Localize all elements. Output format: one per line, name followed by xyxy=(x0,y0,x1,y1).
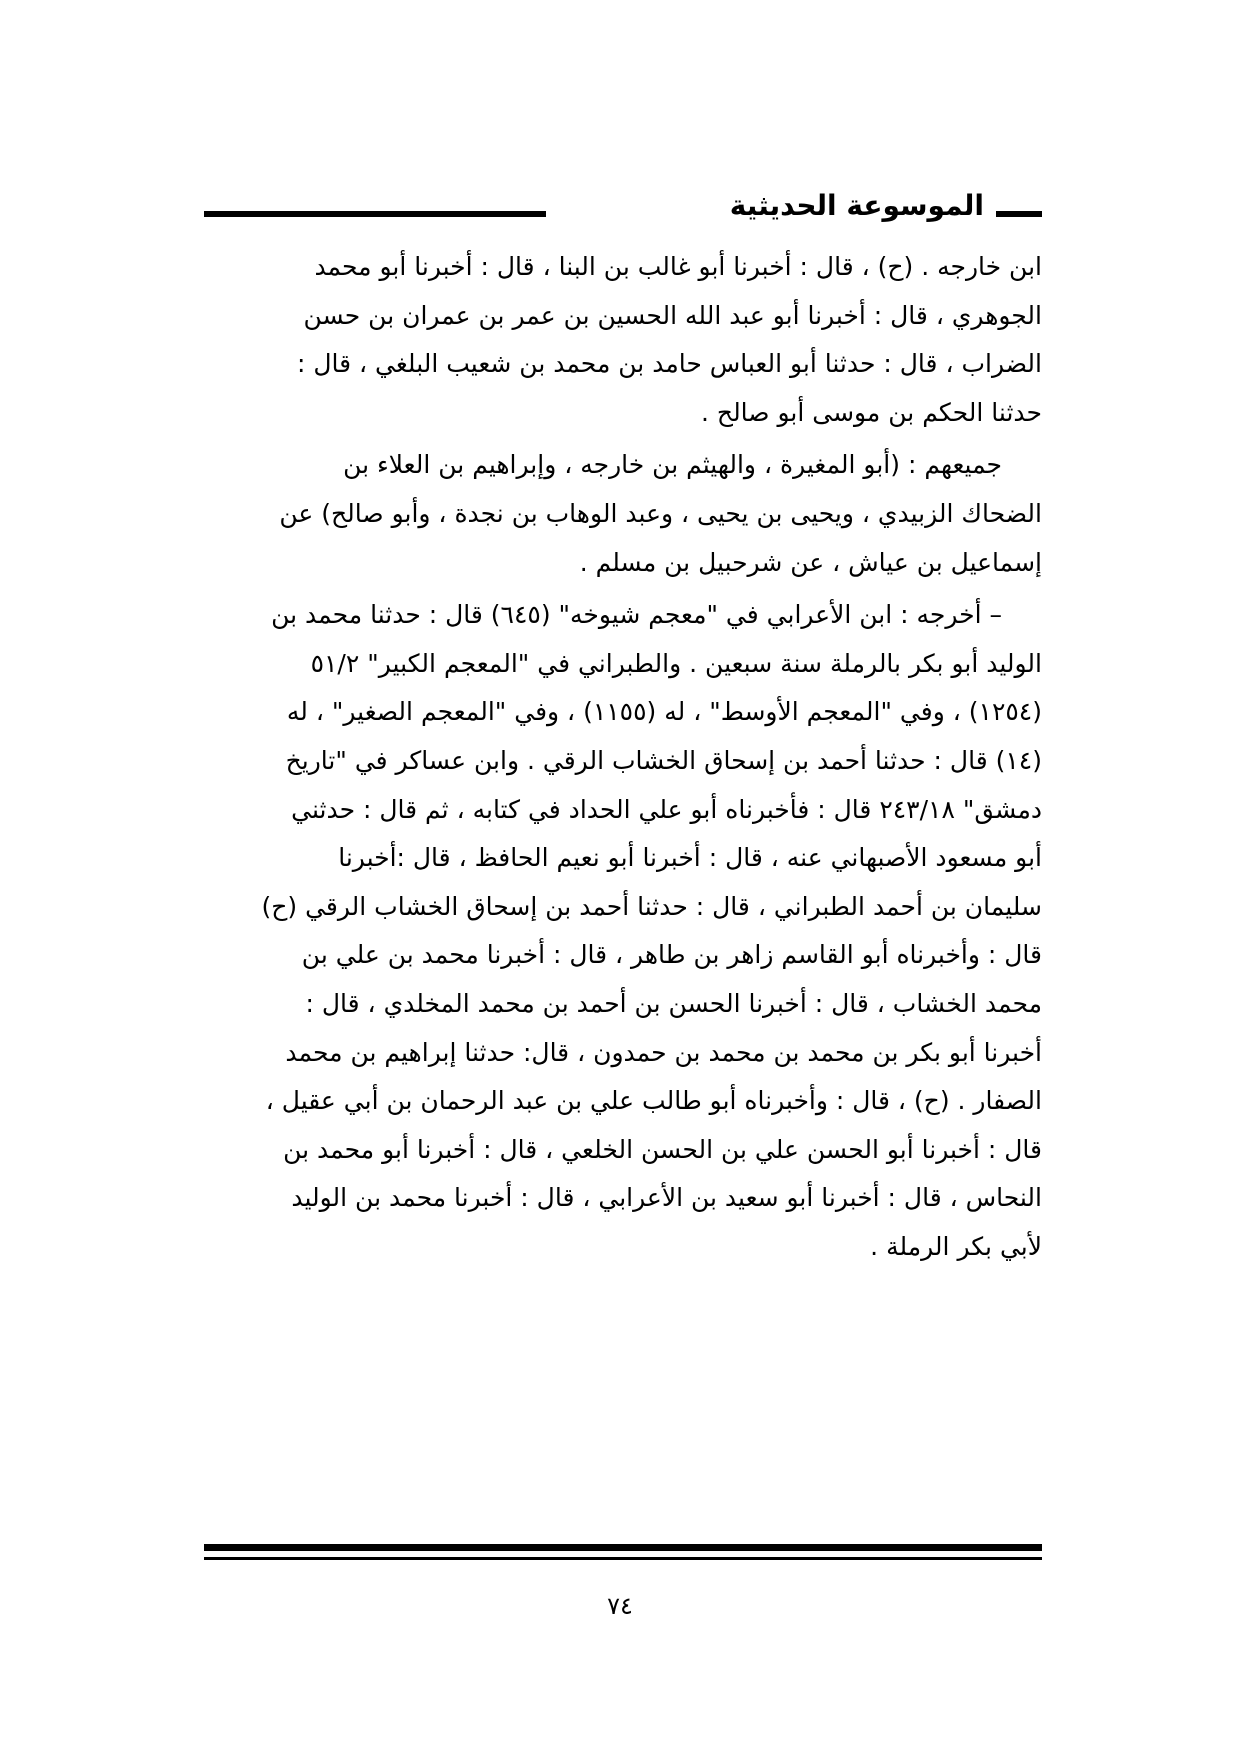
text-line: الضحاك الزبيدي ، ويحيى بن يحيى ، وعبد الوهاب بن نجدة ، وأبو صالح) عن xyxy=(279,498,1042,528)
paragraph-3 xyxy=(204,591,1042,1271)
page-header xyxy=(204,189,1042,229)
text-line: جميعهم : (أبو المغيرة ، والهيثم بن خارجه ، وإبراهيم بن العلاء بن xyxy=(343,450,1002,480)
paragraph-2 xyxy=(204,441,1042,587)
text-line: الوليد أبو بكر بالرملة سنة سبعين . والطبراني في "المعجم الكبير" ٥١/٢ xyxy=(310,648,1042,678)
running-title: الموسوعة الحديثية xyxy=(729,189,984,222)
text-line: لأبي بكر الرملة . xyxy=(870,1231,1042,1261)
header-rule-short xyxy=(996,211,1042,217)
footer-rule-thick xyxy=(204,1544,1042,1551)
header-rule-long xyxy=(204,211,546,217)
text-line: إسماعيل بن عياش ، عن شرحبيل بن مسلم . xyxy=(579,547,1042,577)
body-text xyxy=(204,243,1042,1271)
text-line: الضراب ، قال : حدثنا أبو العباس حامد بن محمد بن شعيب البلغي ، قال : xyxy=(296,349,1042,379)
text-line: محمد الخشاب ، قال : أخبرنا الحسن بن أحمد بن محمد المخلدي ، قال : xyxy=(305,988,1042,1018)
text-line: النحاس ، قال : أخبرنا أبو سعيد بن الأعرابي ، قال : أخبرنا محمد بن الوليد xyxy=(291,1183,1042,1213)
text-line: أخبرنا أبو بكر بن محمد بن محمد بن حمدون ، قال: حدثنا إبراهيم بن محمد xyxy=(285,1037,1042,1067)
text-line: ابن خارجه . (ح) ، قال : أخبرنا أبو غالب بن البنا ، قال : أخبرنا أبو محمد xyxy=(314,252,1042,281)
text-line: دمشق" ٢٤٣/١٨ قال : فأخبرناه أبو علي الحداد في كتابه ، ثم قال : حدثني xyxy=(291,794,1042,824)
text-line: سليمان بن أحمد الطبراني ، قال : حدثنا أحمد بن إسحاق الخشاب الرقي (ح) xyxy=(261,891,1042,921)
footer-rule-thin xyxy=(204,1557,1042,1560)
paragraph-1 xyxy=(204,243,1042,437)
text-line: (١٢٥٤) ، وفي "المعجم الأوسط" ، له (١١٥٥) ، وفي "المعجم الصغير" ، له xyxy=(286,697,1042,727)
text-line: – أخرجه : ابن الأعرابي في "معجم شيوخه" (٦٤٥) قال : حدثنا محمد بن xyxy=(271,600,1002,630)
text-line: حدثنا الحكم بن موسى أبو صالح . xyxy=(701,397,1042,427)
text-line: قال : وأخبرناه أبو القاسم زاهر بن طاهر ، قال : أخبرنا محمد بن علي بن xyxy=(301,940,1042,970)
text-line: أبو مسعود الأصبهاني عنه ، قال : أخبرنا أبو نعيم الحافظ ، قال :أخبرنا xyxy=(338,843,1042,873)
text-line: الصفار . (ح) ، قال : وأخبرناه أبو طالب علي بن عبد الرحمان بن أبي عقيل ، xyxy=(265,1086,1042,1116)
text-line: قال : أخبرنا أبو الحسن علي بن الحسن الخلعي ، قال : أخبرنا أبو محمد بن xyxy=(283,1134,1042,1164)
page-number: ٧٤ xyxy=(607,1592,633,1620)
text-line: (١٤) قال : حدثنا أحمد بن إسحاق الخشاب الرقي . وابن عساكر في "تاريخ xyxy=(285,745,1042,775)
text-line: الجوهري ، قال : أخبرنا أبو عبد الله الحسين بن عمر بن عمران بن حسن xyxy=(303,300,1042,330)
